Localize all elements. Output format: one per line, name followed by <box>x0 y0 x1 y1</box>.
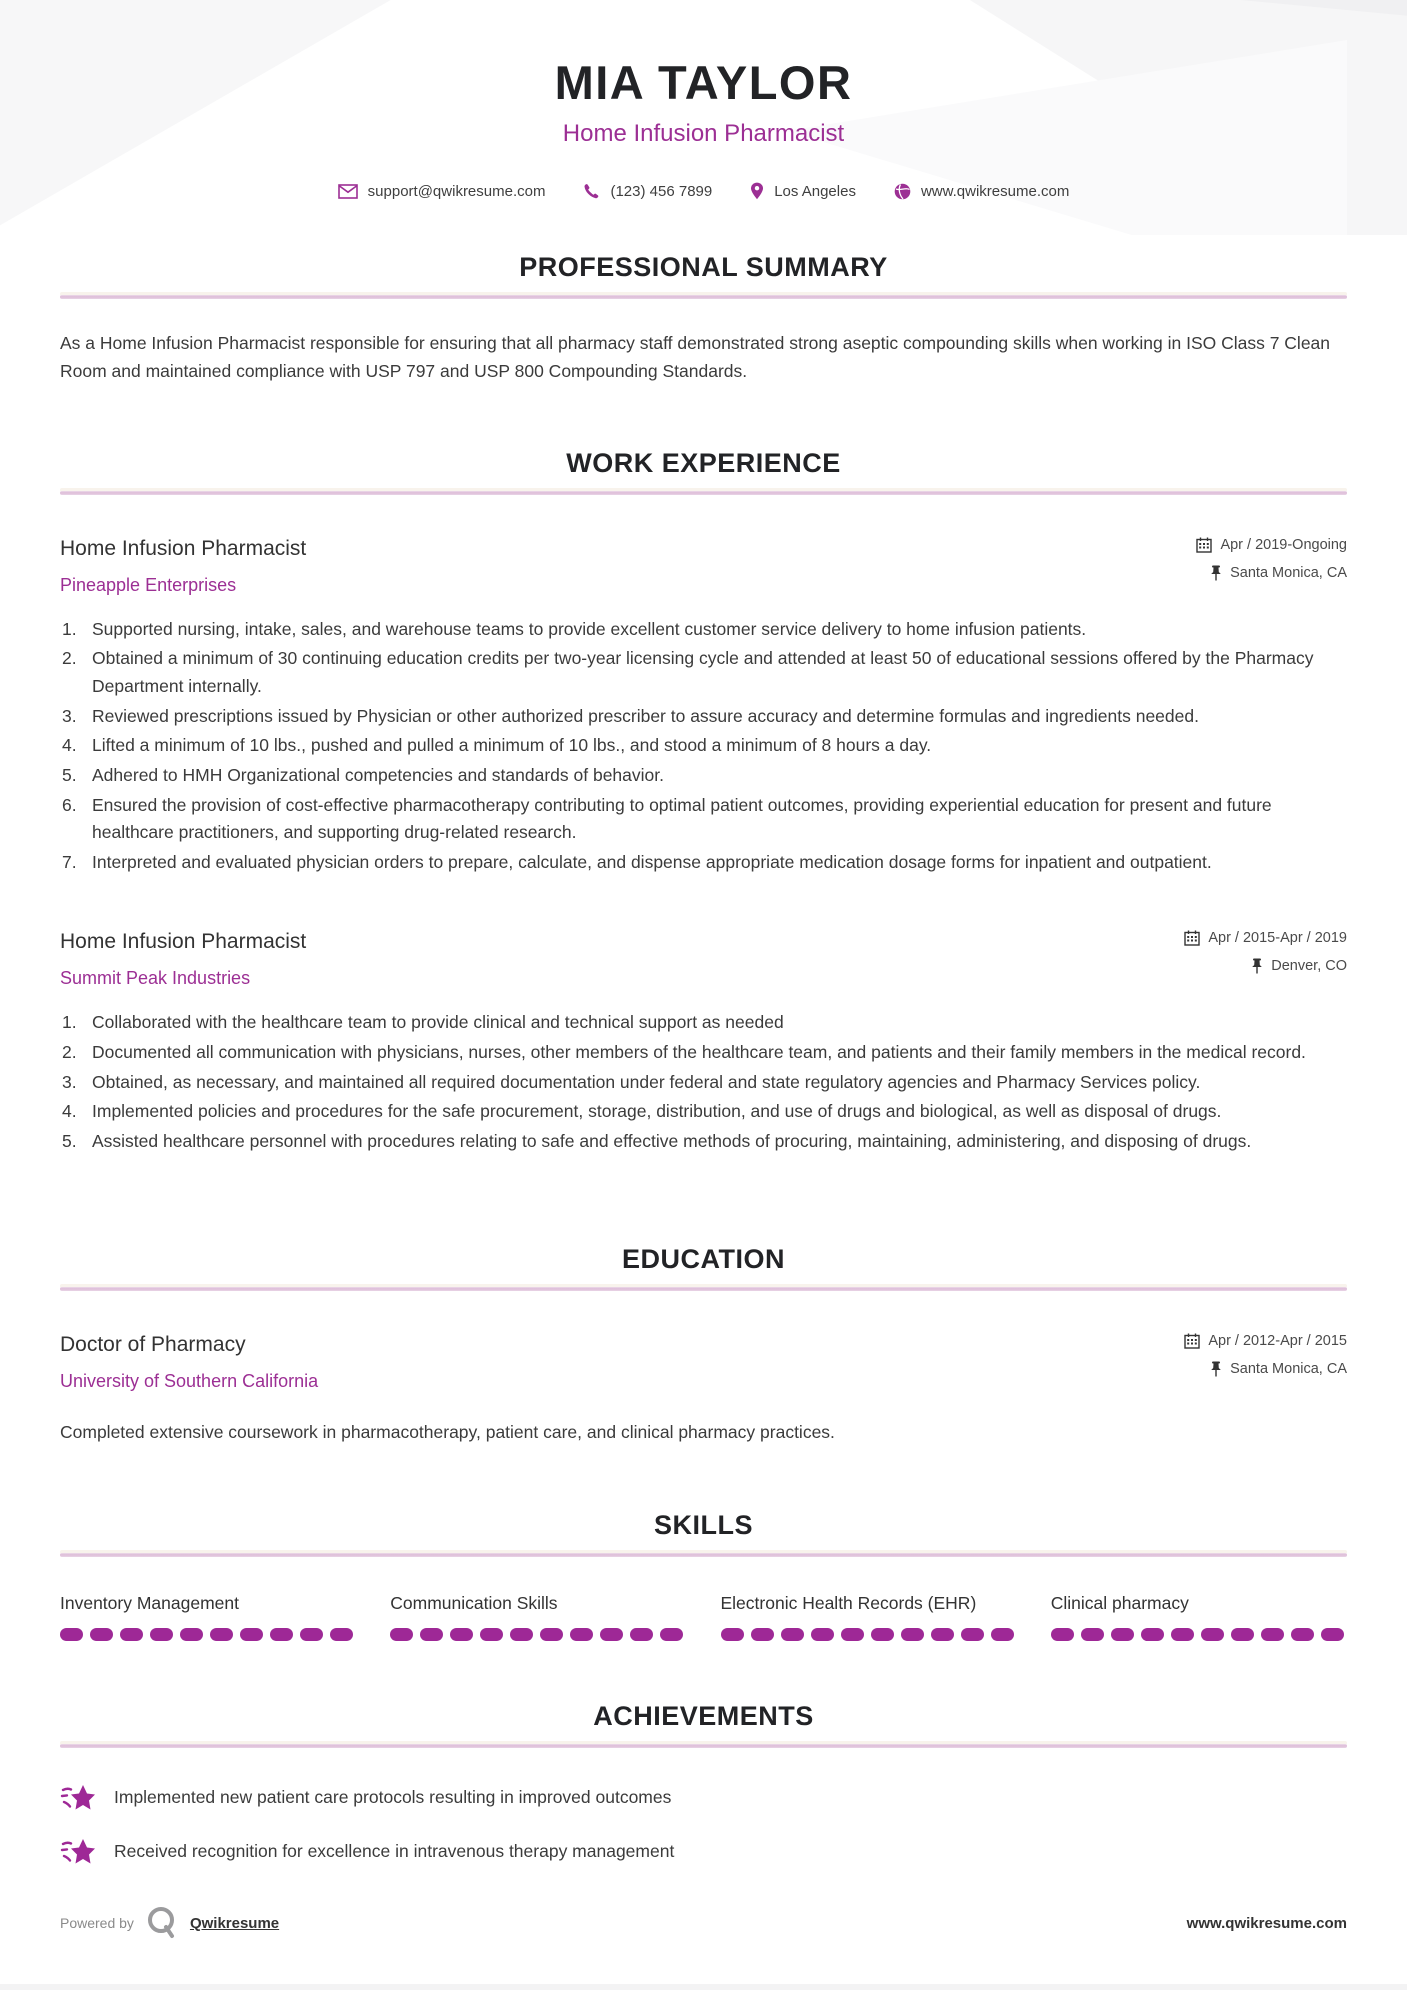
candidate-name: MIA TAYLOR <box>554 56 853 109</box>
section-divider <box>60 295 1347 299</box>
skill-dot <box>781 1628 804 1641</box>
skill-item <box>721 1593 1017 1641</box>
experience-heading: WORK EXPERIENCE <box>566 447 841 478</box>
achievement-text: Implemented new patient care protocols resulting in improved outcomes <box>114 1787 672 1808</box>
contact-phone-text: (123) 456 7899 <box>610 182 713 200</box>
education-dates: Apr / 2012-Apr / 2015 <box>1208 1332 1347 1349</box>
job-bullet: Obtained a minimum of 30 continuing education credits per two-year licensing cycle and attended at least 50 of educational sessions offered by the Pharmacy Department internally. <box>92 648 1314 696</box>
pushpin-icon <box>1251 958 1263 974</box>
section-education <box>60 1244 1347 1446</box>
summary-heading: PROFESSIONAL SUMMARY <box>519 252 888 282</box>
section-divider <box>60 1287 1347 1291</box>
job-title: Home Infusion Pharmacist <box>60 930 307 954</box>
job-location: Santa Monica, CA <box>1230 564 1347 581</box>
footer-website-link[interactable]: www.qwikresume.com <box>1186 1914 1347 1932</box>
skill-label: Electronic Health Records (EHR) <box>720 1592 977 1613</box>
skill-dot <box>931 1628 954 1641</box>
job-bullet: Interpreted and evaluated physician orders to prepare, calculate, and dispense appropriate medication dosage forms for inpatient and outpatient. <box>92 851 1212 872</box>
job-location-row <box>1184 958 1347 974</box>
job-dates-row <box>1184 930 1347 946</box>
education-location: Santa Monica, CA <box>1230 1360 1347 1377</box>
job-entry-header <box>60 930 1347 989</box>
skill-dot <box>420 1628 443 1641</box>
skill-dot <box>540 1628 563 1641</box>
skill-item <box>390 1593 686 1641</box>
skill-dot <box>1111 1628 1134 1641</box>
education-description: Completed extensive coursework in pharmacotherapy, patient care, and clinical pharmacy practices. <box>60 1421 835 1442</box>
job-bullet: Reviewed prescriptions issued by Physician or other authorized prescriber to assure accuracy and determine formulas and ingredients needed. <box>92 705 1199 726</box>
job-dates-row <box>1196 537 1347 553</box>
powered-by-label: Powered by <box>60 1915 134 1931</box>
section-experience <box>60 448 1347 1156</box>
skill-dot <box>991 1628 1014 1641</box>
education-entry <box>60 1333 1347 1446</box>
contact-location[interactable] <box>750 182 856 200</box>
skill-label: Clinical pharmacy <box>1050 1592 1189 1613</box>
skill-dot <box>600 1628 623 1641</box>
education-entry-meta <box>1184 1333 1347 1389</box>
skill-dot <box>120 1628 143 1641</box>
job-bullet: Implemented policies and procedures for the safe procurement, storage, distribution, and use of drugs and biological, as well as disposal of drugs. <box>92 1101 1222 1122</box>
contact-email[interactable] <box>338 183 546 200</box>
job-entry-meta <box>1184 930 1347 986</box>
skills-grid <box>60 1593 1347 1641</box>
skill-dot <box>570 1628 593 1641</box>
skill-item <box>1051 1593 1347 1641</box>
skill-dot <box>90 1628 113 1641</box>
section-achievements <box>60 1701 1347 1868</box>
skill-dot <box>660 1628 683 1641</box>
contact-website[interactable] <box>894 183 1069 200</box>
skill-dot <box>60 1628 83 1641</box>
achievement-item <box>60 1836 1347 1868</box>
calendar-icon <box>1196 537 1212 553</box>
skill-dot <box>510 1628 533 1641</box>
job-entry-left <box>60 930 306 989</box>
skill-dot <box>721 1628 744 1641</box>
calendar-icon <box>1184 930 1200 946</box>
skill-level-bar <box>1051 1628 1347 1641</box>
skill-dot <box>630 1628 653 1641</box>
skill-dot <box>480 1628 503 1641</box>
shooting-star-icon <box>60 1836 96 1868</box>
skill-dot <box>871 1628 894 1641</box>
job-bullet: Ensured the provision of cost-effective pharmacotherapy contributing to optimal patient outcomes, providing experiential education for present and future healthcare practitioners, and supporting drug-related research. <box>92 794 1272 843</box>
job-bullet-list <box>60 616 1347 877</box>
job-company: Summit Peak Industries <box>60 968 251 989</box>
skill-level-bar <box>721 1628 1017 1641</box>
job-entry <box>60 930 1347 1155</box>
education-entry-header <box>60 1333 1347 1392</box>
skill-dot <box>150 1628 173 1641</box>
job-dates: Apr / 2015-Apr / 2019 <box>1208 930 1347 947</box>
job-entry <box>60 537 1347 877</box>
job-location-row <box>1196 565 1347 581</box>
skill-dot <box>901 1628 924 1641</box>
skill-dot <box>1141 1628 1164 1641</box>
job-dates: Apr / 2019-Ongoing <box>1220 536 1347 553</box>
job-bullet: Assisted healthcare personnel with procedures relating to safe and effective methods of procuring, maintaining, administering, and disposing of drugs. <box>92 1131 1252 1152</box>
skill-dot <box>1051 1628 1074 1641</box>
job-entry-left <box>60 537 306 596</box>
skill-dot <box>300 1628 323 1641</box>
skill-dot <box>180 1628 203 1641</box>
job-bullet: Obtained, as necessary, and maintained all required documentation under federal and state regulatory agencies and Pharmacy Services policy. <box>92 1071 1201 1092</box>
skill-dot <box>841 1628 864 1641</box>
skill-dot <box>1231 1628 1254 1641</box>
skills-heading: SKILLS <box>653 1509 753 1540</box>
skill-dot <box>240 1628 263 1641</box>
skill-dot <box>751 1628 774 1641</box>
skill-dot <box>390 1628 413 1641</box>
globe-icon <box>894 183 911 200</box>
page-footer <box>60 1906 1347 1940</box>
skill-dot <box>1291 1628 1314 1641</box>
contact-email-text: support@qwikresume.com <box>367 182 546 200</box>
skill-dot <box>961 1628 984 1641</box>
skill-dot <box>1171 1628 1194 1641</box>
job-company: Pineapple Enterprises <box>60 574 237 595</box>
footer-branding <box>60 1906 279 1940</box>
qwikresume-logo-icon <box>146 1906 178 1940</box>
achievement-item <box>60 1782 1347 1814</box>
job-bullet-list <box>60 1009 1347 1155</box>
page-bottom-strip <box>0 1984 1407 1990</box>
skill-dot <box>811 1628 834 1641</box>
qwikresume-link[interactable]: Qwikresume <box>189 1914 280 1932</box>
summary-text: As a Home Infusion Pharmacist responsible for ensuring that all pharmacy staff demonstrated strong aseptic compounding skills when working in ISO Class 7 Clean Room and maintained compliance with USP 797 and USP 800 Compounding Standards. <box>60 333 1331 382</box>
location-pin-icon <box>750 182 764 200</box>
shooting-star-icon <box>60 1782 96 1814</box>
job-bullet: Adhered to HMH Organizational competencies and standards of behavior. <box>92 764 664 785</box>
skill-dot <box>330 1628 353 1641</box>
education-heading: EDUCATION <box>622 1243 785 1274</box>
education-entry-left <box>60 1333 318 1392</box>
section-summary <box>60 252 1347 386</box>
skill-label: Communication Skills <box>390 1592 558 1613</box>
education-dates-row <box>1184 1333 1347 1349</box>
skill-dot <box>210 1628 233 1641</box>
job-location: Denver, CO <box>1271 958 1347 975</box>
job-title: Home Infusion Pharmacist <box>60 536 307 560</box>
skill-item <box>60 1593 356 1641</box>
resume-header <box>0 0 1407 200</box>
job-bullet: Lifted a minimum of 10 lbs., pushed and pulled a minimum of 10 lbs., and stood a minimum of 8 hours a day. <box>92 735 932 756</box>
candidate-title: Home Infusion Pharmacist <box>562 120 845 147</box>
section-divider <box>60 1553 1347 1557</box>
achievements-list <box>60 1782 1347 1868</box>
skill-level-bar <box>60 1628 356 1641</box>
contact-row <box>0 182 1407 200</box>
section-divider <box>60 1744 1347 1748</box>
section-divider <box>60 491 1347 495</box>
education-school: University of Southern California <box>60 1370 319 1391</box>
skill-dot <box>450 1628 473 1641</box>
contact-phone[interactable] <box>583 183 712 200</box>
education-degree: Doctor of Pharmacy <box>60 1332 246 1356</box>
contact-website-text: www.qwikresume.com <box>920 182 1070 200</box>
skill-dot <box>1201 1628 1224 1641</box>
phone-icon <box>583 183 600 200</box>
pushpin-icon <box>1210 565 1222 581</box>
job-bullet: Documented all communication with physicians, nurses, other members of the healthcare team, and patients and their family members in the medical record. <box>92 1042 1306 1063</box>
calendar-icon <box>1184 1333 1200 1349</box>
contact-location-text: Los Angeles <box>774 182 856 200</box>
job-entry-header <box>60 537 1347 596</box>
section-skills <box>60 1510 1347 1641</box>
resume-body <box>0 252 1407 1868</box>
skill-dot <box>1081 1628 1104 1641</box>
job-bullet: Supported nursing, intake, sales, and warehouse teams to provide excellent customer service delivery to home infusion patients. <box>92 618 1087 639</box>
envelope-icon <box>338 184 358 199</box>
achievement-text: Received recognition for excellence in intravenous therapy management <box>114 1841 675 1862</box>
achievements-heading: ACHIEVEMENTS <box>593 1700 814 1731</box>
skill-level-bar <box>390 1628 686 1641</box>
pushpin-icon <box>1210 1361 1222 1377</box>
skill-dot <box>1321 1628 1344 1641</box>
skill-dot <box>1261 1628 1284 1641</box>
skill-label: Inventory Management <box>60 1592 239 1613</box>
education-location-row <box>1184 1361 1347 1377</box>
skill-dot <box>270 1628 293 1641</box>
job-bullet: Collaborated with the healthcare team to provide clinical and technical support as needed <box>92 1012 784 1033</box>
job-entry-meta <box>1196 537 1347 593</box>
